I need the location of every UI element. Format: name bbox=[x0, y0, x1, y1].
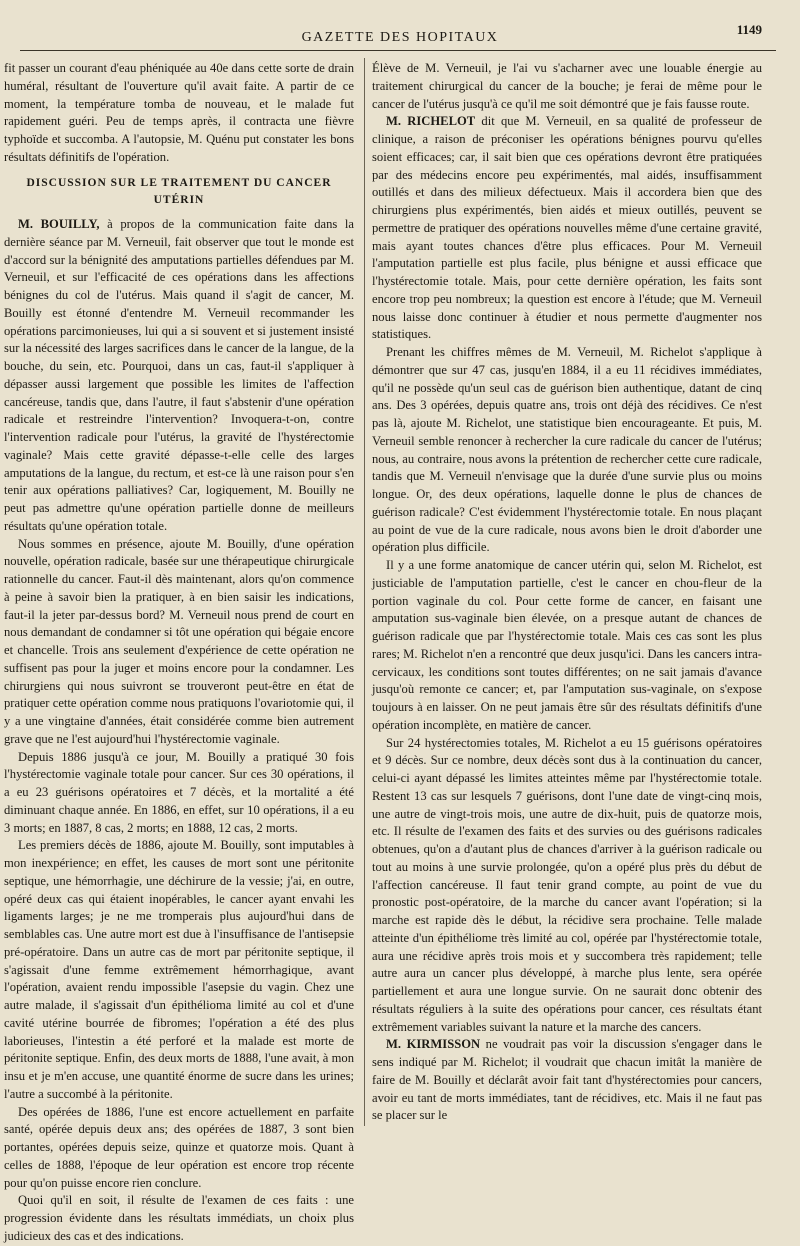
richelot-paragraph bbox=[372, 113, 762, 344]
column-divider bbox=[364, 58, 365, 1126]
paragraph: Élève de M. Verneuil, je l'ai vu s'acharner avec une louable énergie au traitement chirurgical du cancer de la bouche; je ferai de même pour le cancer de l'utérus jusqu'à ce qu'il me soit démontré que je fais fausse route. bbox=[372, 61, 762, 111]
paragraph-text: ne voudrait pas voir la discussion s'engager dans le sens indiqué par M. Richelot; il voudrait que chacun imitât la manière de faire de M. Bouilly et déclarât avoir fait tant d'hystérectomies pour cancers, avoir eu tant de morts immédiates, tant de récidives, etc. Mais il ne faut pas se placer sur le bbox=[372, 1037, 762, 1123]
paragraph: Sur 24 hystérectomies totales, M. Richelot a eu 15 guérisons opératoires et 9 décès. Sur ce nombre, deux décès sont dus à la continuation du cancer, celui-ci ayant dépassé les limites atteintes même par l'hystérectomie totale. Restent 13 cas sur lesquels 7 guérisons, dont l'une date de vingt-cinq mois, une autre de vingt-trois mois, une autre de dix-huit, puis de quatorze mois, etc. Il résulte de l'examen des faits et des survies ou des guérisons radicales obtenues, qu'on a d'autant plus de chances d'arriver à la guérison radicale ou tout au moins à une survie prolongée, qu'on a opéré plus près du début de l'affection cancéreuse. Il faut tenir grand compte, au point de vue du pronostic post-opératoire, de la marche du cancer avant l'opération; si la marche est rapide dès le début, la récidive sera prochaine. Telle malade atteinte d'un épithéliome très limité au col, opérée par l'hystérectomie totale, aura une récidive après trois mois et y succombera très rapidement; telle autre aura un cancer plus développé, à marche plus lente, sera opérée partiellement et aura une longue survie. On ne saurait donc obtenir des résultats réguliers à la suite des opérations pour cancer, ces résultats étant extrêmement variables suivant la nature et la marche des cancers. bbox=[372, 735, 762, 1034]
journal-title: GAZETTE DES HOPITAUX bbox=[301, 30, 499, 45]
bouilly-paragraph bbox=[4, 216, 354, 536]
paragraph: Des opérées de 1886, l'une est encore actuellement en parfaite santé, opérée depuis deux ans; des opérées de 1887, 3 sont bien portantes, opérées depuis seize, quinze et quatorze mois. Quant à celles de 1888, l'époque de leur opération est encore trop récente pour qu'on puisse encore rien conclure. bbox=[4, 1104, 354, 1190]
section-heading: DISCUSSION SUR LE TRAITEMENT DU CANCER UTÉRIN bbox=[26, 176, 332, 207]
paragraph: Prenant les chiffres mêmes de M. Verneuil, M. Richelot s'applique à démontrer que sur 47 cas, jusqu'en 1884, il a eu 11 récidives immédiates, qu'il ne possède qu'un seul cas de guérison bien authentique, datant de cinq ans. Des 3 opérées, depuis quatre ans, trois ont déjà des récidives. Ce n'est pas là, ajoute M. Richelot, une statistique bien encourageante. Et puis, M. Verneuil semble renoncer à rechercher la cure radicale du cancer de l'utérus; nous, au contraire, nous avons la prétention de rechercher cette cure radicale, tandis que M. Verneuil n'envisage que la durée d'une survie plus ou moins longue. Or, des deux opérations, laquelle donne le plus de chances de guérison radicale? C'est évidemment l'hystérectomie totale. En nous plaçant au point de vue de la cure radicale, nous avons bien le droit d'aborder une opération plus difficile. bbox=[372, 345, 762, 555]
paragraph: Les premiers décès de 1886, ajoute M. Bouilly, sont imputables à mon inexpérience; en effet, les causes de mort sont une péritonite septique, une hémorrhagie, une déchirure de la vessie; j'ai, en outre, opéré deux cas qui étaient inopérables, le cancer ayant envahi les ligaments larges; je ne me tromperais plus aujourd'hui dans de semblables cas. Une autre mort est due à l'insuffisance de l'antisepsie pré-opératoire. Dans un autre cas de mort par péritonite septique, il s'agissait d'une femme extrêmement hémorrhagique, avant l'opération, avaient rendu impossible l'asepsie du vagin. Chez une autre malade, il s'agissait d'un épithélioma limité au col et d'une cavité utérine bourrée de fibromes; l'opération a été des plus laborieuses, l'intestin a été perforé et la malade est morte de péritonite septique. Enfin, des deux morts de 1888, l'une avait, à mon insu et je m'en accuse, une quantité énorme de sucre dans les urines; l'autre a succombé à la péritonite. bbox=[4, 838, 354, 1101]
speaker-name: M. RICHELOT bbox=[386, 114, 476, 129]
paragraph-text: à propos de la communication faite dans la dernière séance par M. Verneuil, fait observer que tout le monde est d'accord sur la bénignité des amputations partielles défendues par M. Verneuil, et sur l'efficacité de ces opérations dans les affections bénignes du col de l'utérus. Mais quand il s'agit de cancer, M. Bouilly est étonné d'entendre M. Verneuil recommander les opérations parcimonieuses, lui qui a si souvent et si justement insisté sur la nécessité des larges sacrifices dans le cancer de la langue, de la bouche, du sein, etc. Pourquoi, dans un cas, faut-il s'appliquer à dépasser aussi largement que possible les limites de l'affection cancéreuse, tandis que, dans l'autre, il faut s'abstenir d'une opération radicale et restreindre l'intervention? Invoquera-t-on, contre l'intervention radicale pour l'utérus, la gravité de l'hystérectomie vaginale? Mais cette gravité dépasse-t-elle celle des larges amputations de la langue, du rectum, et est-ce là une raison pour s'en tenir aux opérations palliatives? Car, logiquement, M. Bouilly ne peut pas admettre qu'une opération partielle donne de meilleurs résultats qu'une opération totale. bbox=[4, 217, 354, 533]
header-rule bbox=[20, 50, 776, 51]
paragraph: Il y a une forme anatomique de cancer utérin qui, selon M. Richelot, est justiciable de l'amputation partielle, c'est le cancer en chou-fleur de la portion vaginale du col. Pour cette forme de cancer, en faisant une amputation sus-vaginale bien élevée, on a presque autant de chances de guérison radicale que par l'hystérectomie totale. Mais ces cas sont les plus rares; M. Richelot n'en a rencontré que deux jusqu'ici. Dans les cancers intra-cervicaux, les conditions sont toutes différentes; on ne sait jamais d'avance jusqu'où remonte ce cancer; et, par l'amputation sus-vaginale, on s'expose toujours à en laisser. On ne peut jamais être sûr des résultats définitifs d'une opération incomplète, en matière de cancer. bbox=[372, 558, 762, 732]
left-column bbox=[4, 60, 354, 1243]
page-header bbox=[0, 22, 800, 48]
paragraph: Nous sommes en présence, ajoute M. Bouilly, d'une opération nouvelle, opération radicale, basée sur une thérapeutique chirurgicale rationnelle du cancer. Faut-il dès maintenant, alors qu'on commence à peine à savoir bien la pratiquer, à en bien saisir les indications, faut-il la jeter par-dessus bord? M. Verneuil nous prend de court en nous demandant de condamner si tôt une opération qui bégaie encore et chancelle. Trois ans seulement d'expérience de cette opération ne suffisent pas pour la juger et moins encore pour la condamner. Les chirurgiens qui nous suivront se trouveront peut-être en état de pratiquer cette opération comme nous pratiquons l'ovariotomie qui, il y a une vingtaine d'années, était considérée comme bien autrement grave que ne l'est aujourd'hui l'hystérectomie vaginale. bbox=[4, 536, 354, 746]
paragraph: Depuis 1886 jusqu'à ce jour, M. Bouilly a pratiqué 30 fois l'hystérectomie vaginale totale pour cancer. Sur ces 30 opérations, il a eu 23 guérisons opératoires et 7 décès, et la mortalité a été diminuant chaque année. En 1886, en effet, sur 10 opérations, il a eu 3 morts; en 1887, 8 cas, 2 morts; en 1888, 12 cas, 2 morts. bbox=[4, 749, 354, 835]
speaker-name: M. KIRMISSON bbox=[386, 1037, 481, 1052]
right-column bbox=[372, 60, 762, 1150]
speaker-name: M. BOUILLY, bbox=[18, 217, 100, 231]
kirmisson-paragraph bbox=[372, 1036, 762, 1125]
paragraph-text: dit que M. Verneuil, en sa qualité de professeur de clinique, a raison de préconiser les opérations bénignes pourvu qu'elles soient efficaces; car, il sait bien que ces opérations devront être pratiquées par des médecins encore peu expérimentés, mal aidés, insuffisamment outillés et dans des milieux défectueux. Mais il accordera bien que des chirurgiens plus expérimentés, bien aidés et mieux outillés, peuvent se permettre de pratiquer des opérations nouvelles même d'une certaine gravité, mais ayant toutes chances d'être plus efficaces. Pour M. Verneuil l'amputation partielle est plus facile, plus bénigne et aussi efficace que l'hystérectomie totale. Mais, pour cette dernière opération, les faits sont encore trop peu nombreux; la question est encore à l'étude; que M. Verneuil nous laisse donc continuer à étudier et nous permette d'augmenter nos statistiques. bbox=[372, 114, 762, 342]
paragraph: Quoi qu'il en soit, il résulte de l'examen de ces faits : une progression évidente dans les résultats immédiats, un choix plus judicieux des cas et des indications. bbox=[4, 1193, 354, 1243]
page-number: 1149 bbox=[736, 22, 762, 37]
intro-paragraph: fit passer un courant d'eau phéniquée au 40e dans cette sorte de drain huméral, résultant de l'ouverture qu'il avait faite. A partir de ce moment, la température tomba de nouveau, et le malade fut rapidement guéri. Peu de temps après, il contracta une fièvre typhoïde et succomba. A l'autopsie, M. Quénu put constater les bons résultats définitifs de l'opération. bbox=[4, 61, 354, 164]
